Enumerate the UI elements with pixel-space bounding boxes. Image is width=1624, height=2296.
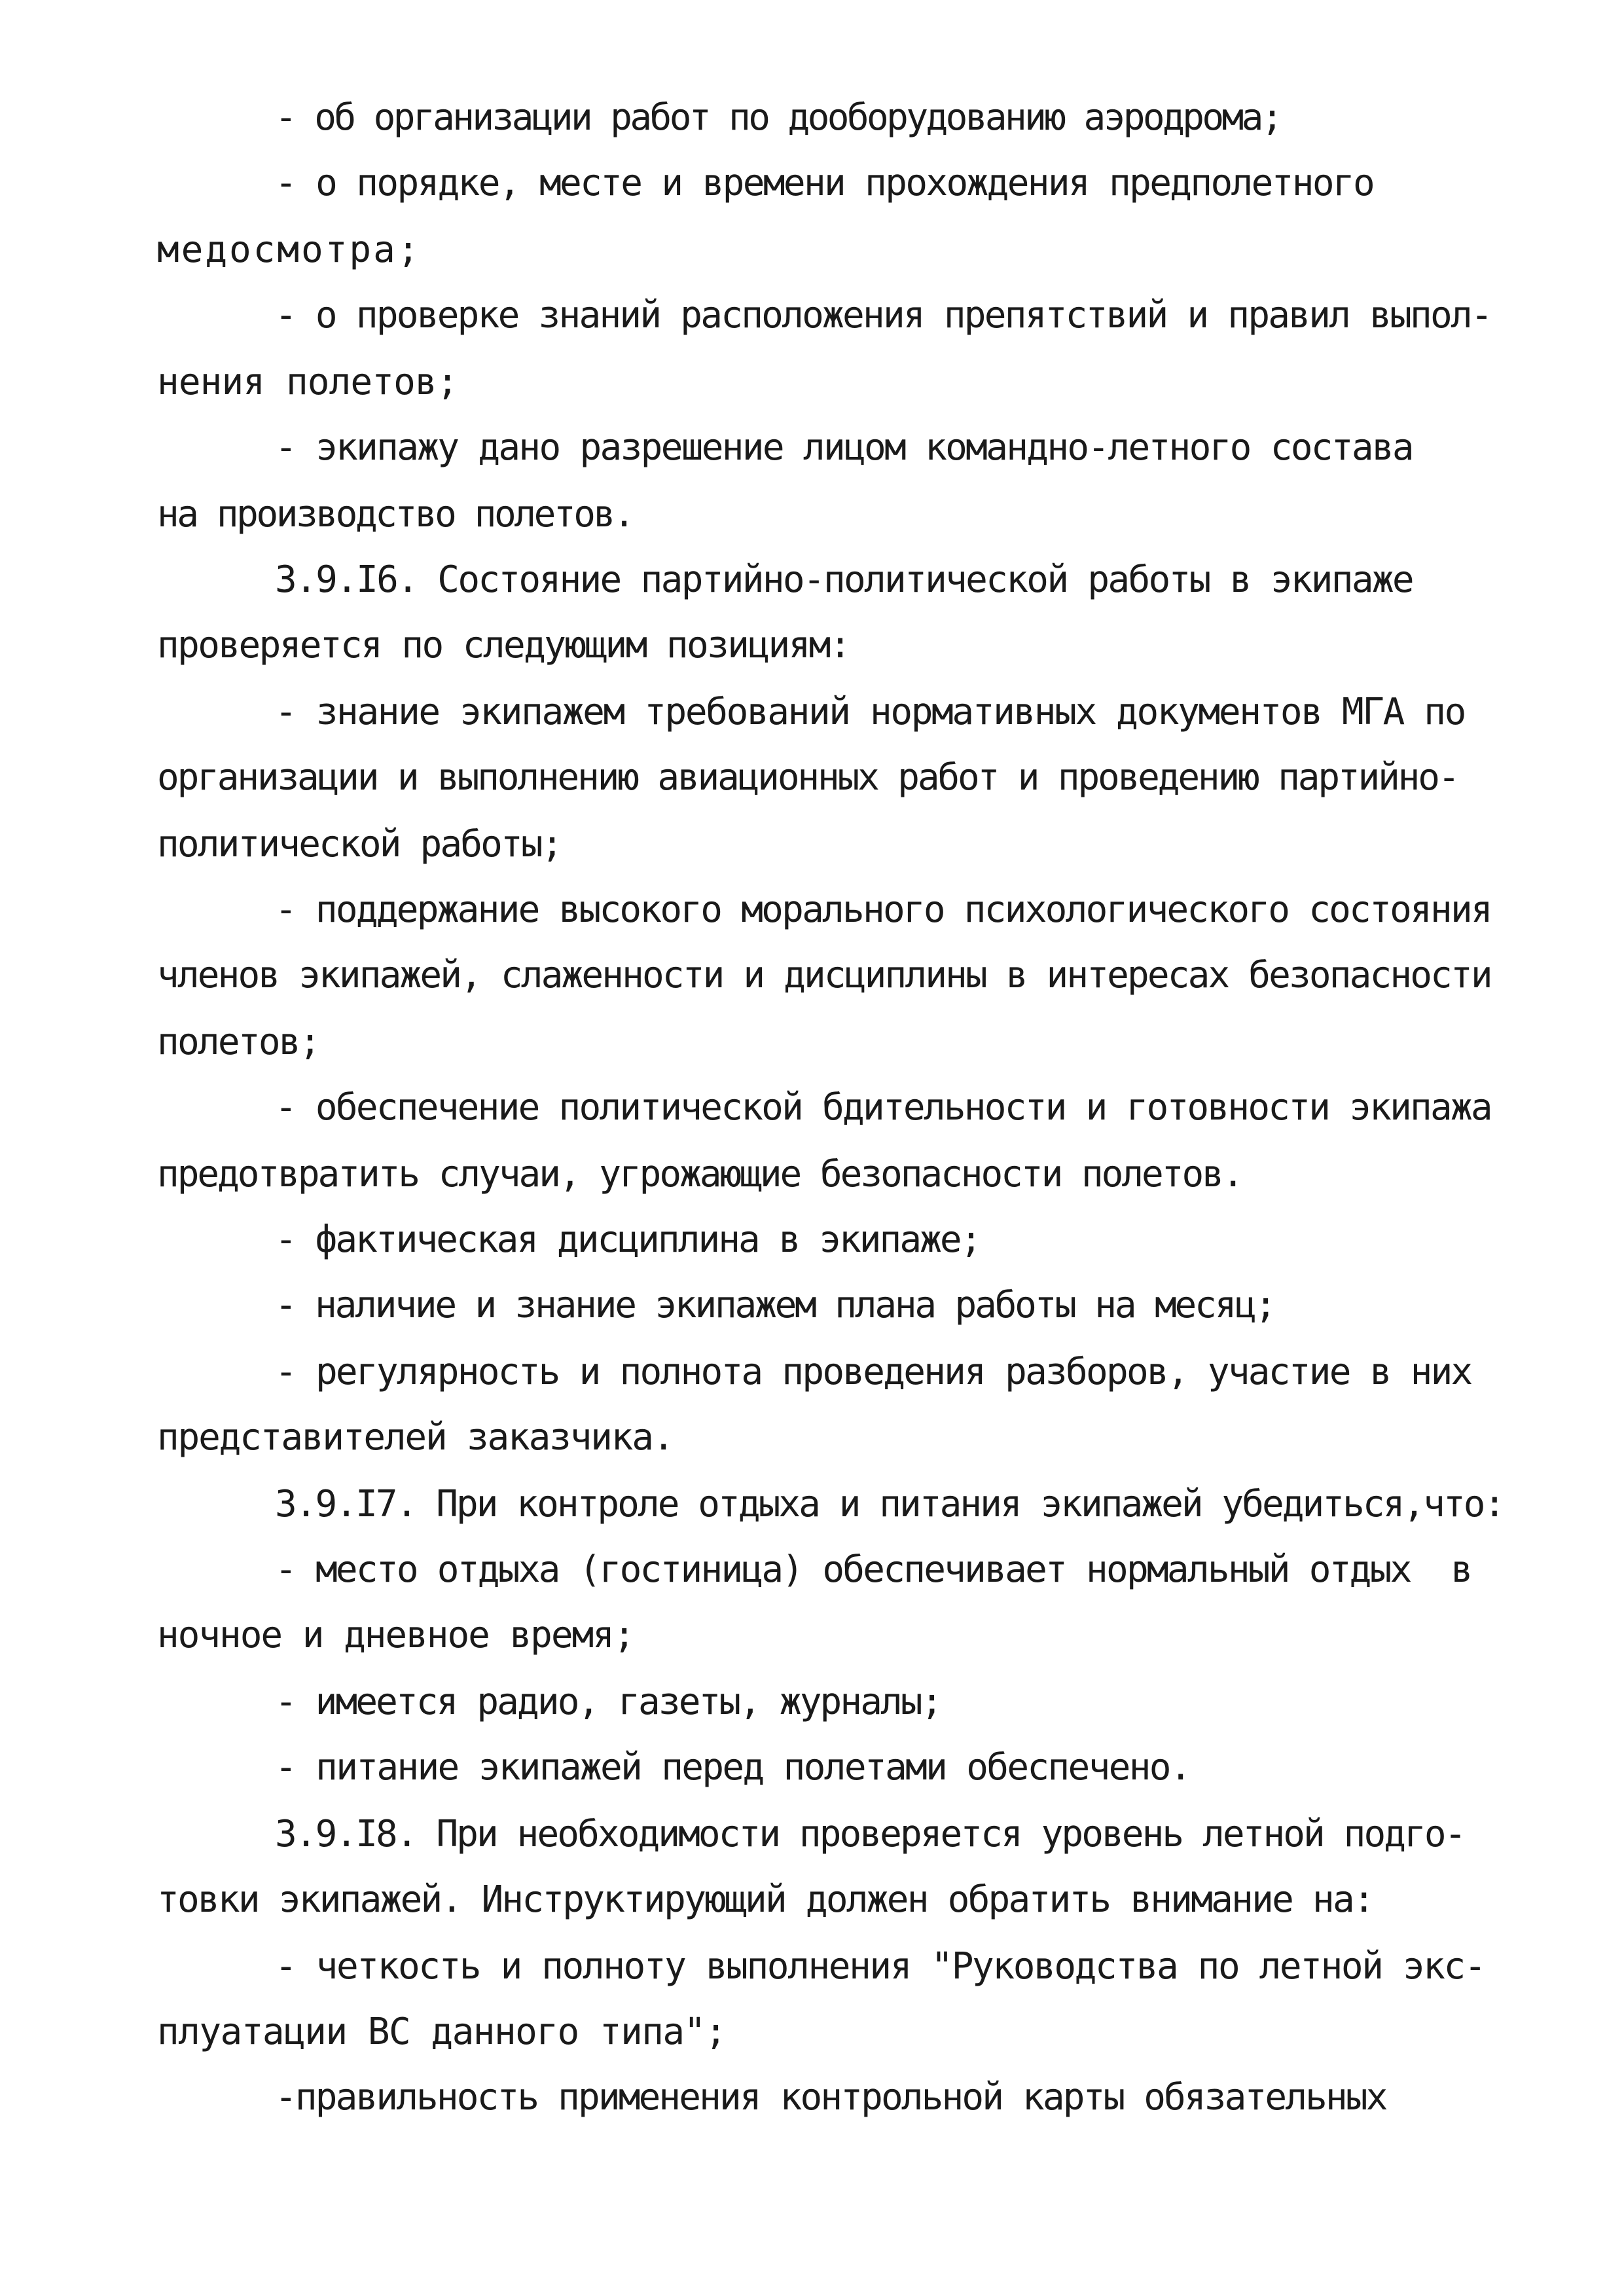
text-line: - об организации работ по дооборудованию аэродрома; xyxy=(275,96,1281,139)
text-line: - знание экипажем требований нормативных документов МГА по xyxy=(275,691,1466,733)
paragraph-heading-3-9-18: 3.9.I8. При необходимости проверяется уровень летной подго- xyxy=(275,1813,1465,1855)
text-line: - четкость и полноту выполнения "Руководства по летной экс- xyxy=(275,1945,1485,1988)
text-line: - о порядке, месте и времени прохождения предполетного xyxy=(275,162,1374,204)
text-line: медосмотра; xyxy=(157,228,422,271)
text-line: членов экипажей, слаженности и дисциплины в интересах безопасности xyxy=(157,954,1491,996)
text-line: полетов; xyxy=(157,1021,319,1063)
text-line: - место отдыха (гостиница) обеспечивает нормальный отдых в xyxy=(275,1548,1471,1591)
text-line: - экипажу дано разрешение лицом командно-летного состава xyxy=(275,426,1413,469)
text-line: - о проверке знаний расположения препятствий и правил выпол- xyxy=(275,294,1491,337)
text-line: - имеется радио, газеты, журналы; xyxy=(275,1681,941,1723)
text-line: на производство полетов. xyxy=(157,493,634,536)
text-line: -правильность применения контрольной карты обязательных xyxy=(275,2076,1386,2119)
text-line: организации и выполнению авиационных работ и проведению партийно- xyxy=(157,756,1458,799)
text-line: - обеспечение политической бдительности и готовности экипажа xyxy=(275,1086,1491,1129)
text-line: проверяется по следующим позициям: xyxy=(157,624,850,666)
text-line: нения полетов; xyxy=(157,361,458,403)
paragraph-heading-3-9-17: 3.9.I7. При контроле отдыха и питания экипажей убедиться,что: xyxy=(275,1483,1504,1525)
paragraph-heading-3-9-16: 3.9.I6. Состояние партийно-политической работы в экипаже xyxy=(275,558,1413,601)
text-line: предотвратить случаи, угрожающие безопасности полетов. xyxy=(157,1153,1242,1195)
text-line: ночное и дневное время; xyxy=(157,1614,634,1656)
text-line: - регулярность и полнота проведения разборов, участие в них xyxy=(275,1351,1471,1393)
text-line: политической работы; xyxy=(157,823,562,866)
text-line: - наличие и знание экипажем плана работы на месяц; xyxy=(275,1284,1275,1326)
text-line: плуатации ВС данного типа"; xyxy=(157,2011,726,2053)
text-line: - фактическая дисциплина в экипаже; xyxy=(275,1218,981,1261)
text-line: представителей заказчика. xyxy=(157,1416,674,1459)
text-line: товки экипажей. Инструктирующий должен обратить внимание на: xyxy=(157,1878,1373,1921)
text-line: - поддержание высокого морального психологического состояния xyxy=(275,888,1491,931)
text-line: - питание экипажей перед полетами обеспечено. xyxy=(275,1746,1190,1789)
